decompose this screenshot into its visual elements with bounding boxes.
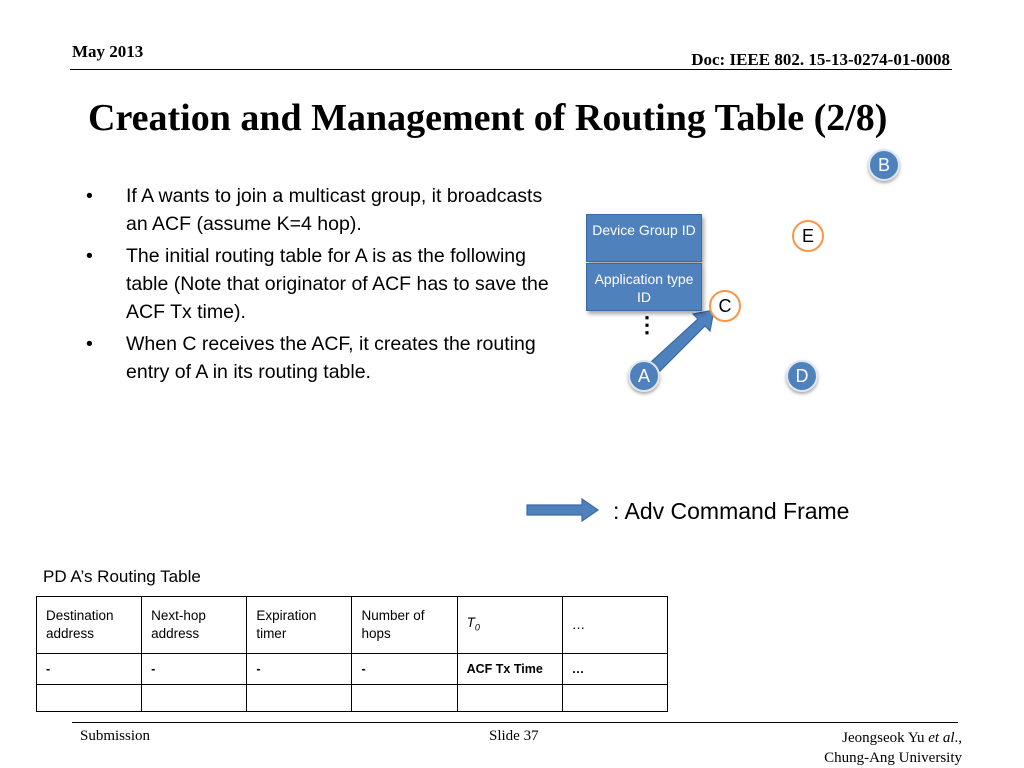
table-cell bbox=[562, 685, 667, 712]
bullet-text: If A wants to join a multicast group, it broadcasts an ACF (assume K=4 hop). bbox=[126, 185, 543, 235]
t-subscript: 0 bbox=[474, 622, 480, 633]
node-d: D bbox=[786, 360, 818, 392]
header-date: May 2013 bbox=[72, 42, 144, 61]
table-header-cell: … bbox=[562, 597, 667, 654]
bullet-marker: • bbox=[86, 333, 93, 355]
author-suffix: et al bbox=[928, 730, 955, 746]
table-header-row bbox=[37, 597, 668, 654]
table-header-cell: Destination address bbox=[37, 597, 142, 654]
table-cell: ACF Tx Time bbox=[457, 654, 562, 685]
table-header-cell bbox=[457, 597, 562, 654]
table-cell bbox=[142, 685, 247, 712]
footer-author bbox=[824, 728, 962, 748]
bullet-text: The initial routing table for A is as the following table (Note that originator of ACF has to save the ACF Tx time). bbox=[126, 245, 549, 323]
footer-author-block bbox=[824, 728, 962, 768]
bullet-marker: • bbox=[86, 245, 93, 267]
author-name: Jeongseok Yu bbox=[842, 730, 925, 746]
footer-affiliation: Chung-Ang University bbox=[824, 750, 962, 766]
footer-divider bbox=[72, 722, 958, 723]
node-a: A bbox=[628, 360, 660, 392]
table-cell bbox=[37, 685, 142, 712]
author-punct: ., bbox=[954, 730, 962, 746]
table-caption: PD A’s Routing Table bbox=[43, 567, 201, 586]
bullet-text: When C receives the ACF, it creates the routing entry of A in its routing table. bbox=[126, 333, 536, 383]
bullet-marker: • bbox=[86, 185, 93, 207]
footer-submission: Submission bbox=[80, 728, 151, 744]
acf-arrow-a-to-c bbox=[651, 310, 714, 371]
footer-slide-number: Slide 37 bbox=[489, 728, 539, 744]
table-cell: - bbox=[142, 654, 247, 685]
acf-field-application-type-id: Application type ID bbox=[586, 263, 702, 311]
table-cell: - bbox=[352, 654, 457, 685]
node-c: C bbox=[709, 290, 741, 322]
table-cell: … bbox=[562, 654, 667, 685]
table-cell bbox=[352, 685, 457, 712]
node-e: E bbox=[792, 220, 824, 252]
slide-title: Creation and Management of Routing Table (2/8) bbox=[88, 97, 888, 139]
table-cell: - bbox=[37, 654, 142, 685]
table-header-cell: Expiration timer bbox=[247, 597, 352, 654]
table-cell bbox=[247, 685, 352, 712]
routing-table bbox=[36, 596, 668, 712]
legend-arrow-icon bbox=[527, 499, 598, 521]
table-header-cell: Next-hop address bbox=[142, 597, 247, 654]
table-row bbox=[37, 654, 668, 685]
table-row bbox=[37, 685, 668, 712]
table-cell bbox=[457, 685, 562, 712]
node-b: B bbox=[868, 149, 900, 181]
acf-field-device-group-id: Device Group ID bbox=[586, 214, 702, 262]
ellipsis-icon: ⋮ bbox=[636, 312, 658, 337]
header-doc-id: Doc: IEEE 802. 15-13-0274-01-0008 bbox=[691, 50, 950, 69]
table-cell: - bbox=[247, 654, 352, 685]
t-symbol: T bbox=[466, 614, 475, 630]
table-header-cell: Number of hops bbox=[352, 597, 457, 654]
legend-label: : Adv Command Frame bbox=[613, 498, 850, 524]
